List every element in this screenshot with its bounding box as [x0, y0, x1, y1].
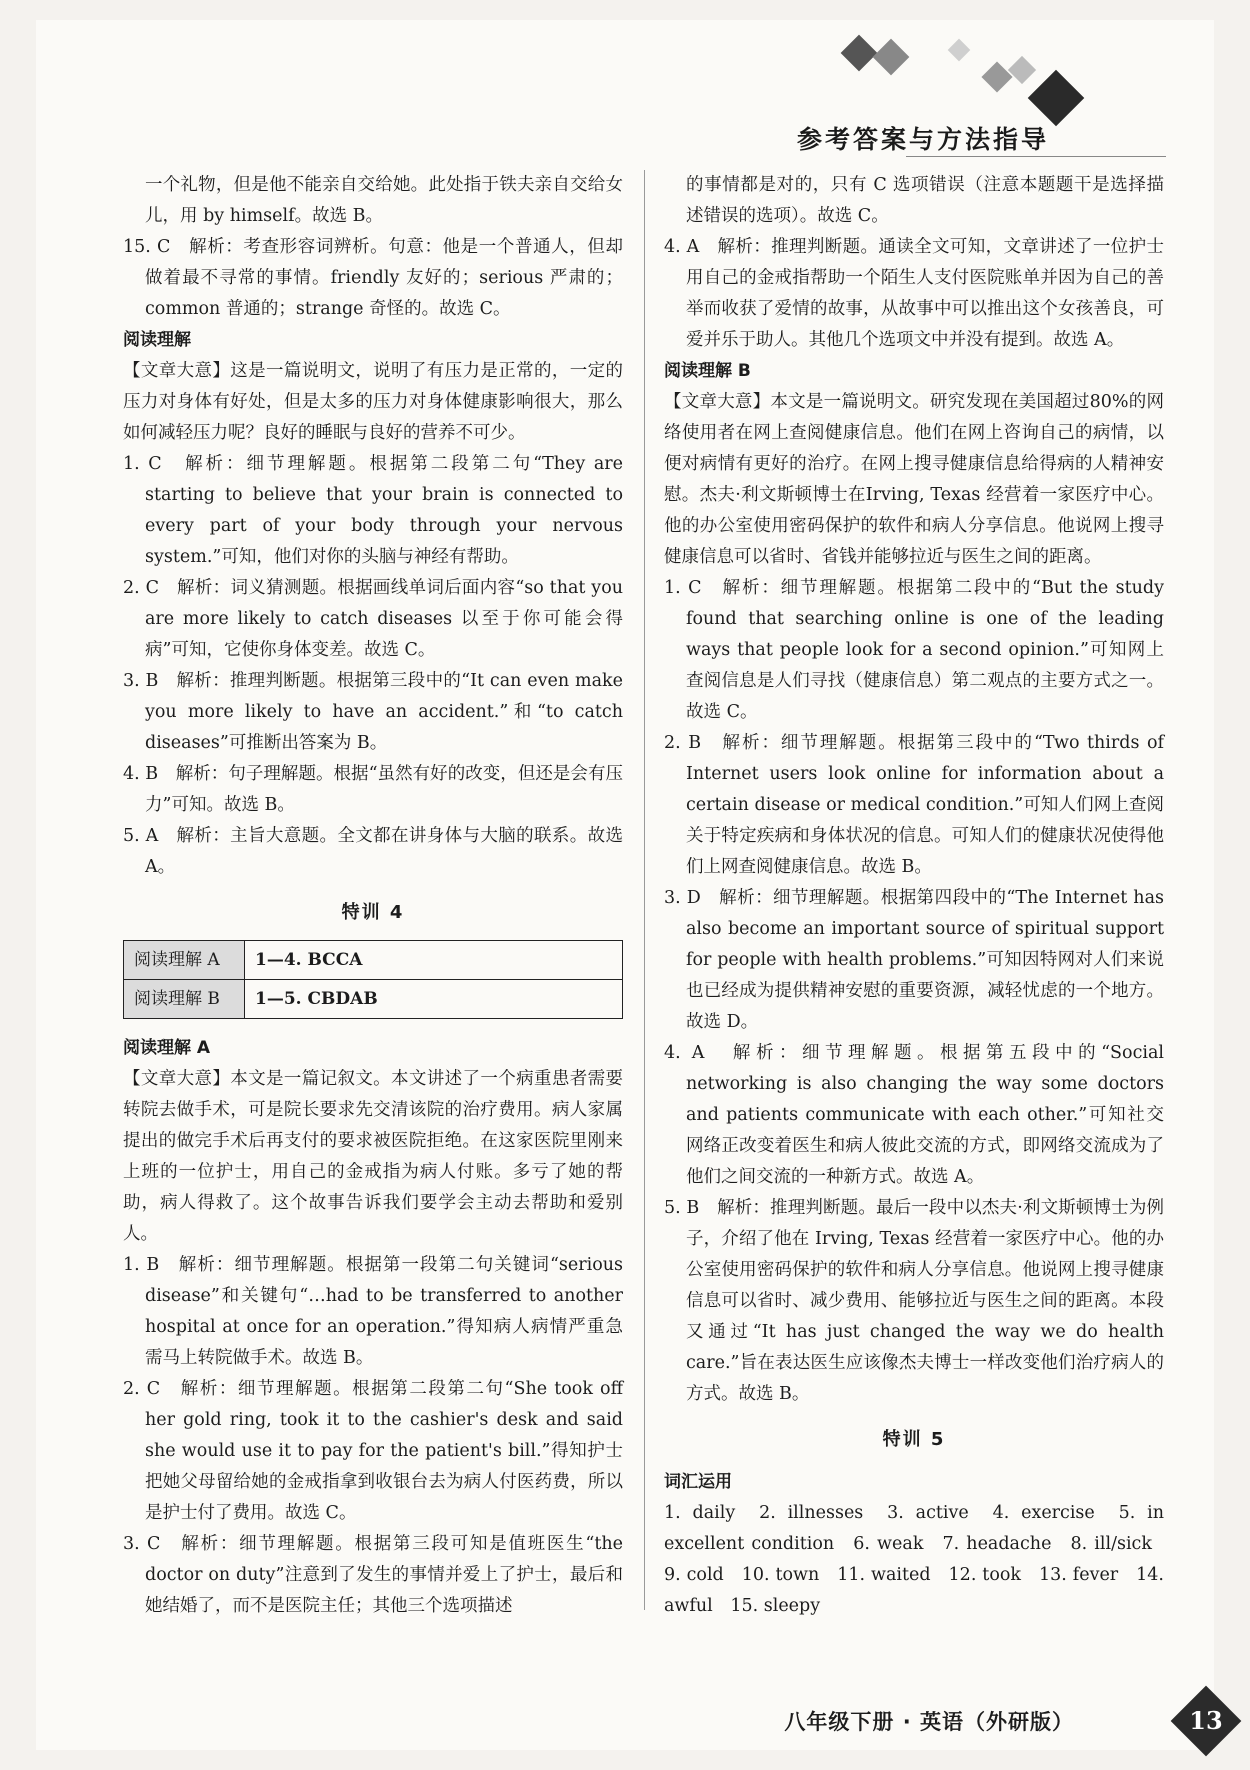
table-value: 1—5. CBDAB: [245, 980, 623, 1019]
answer-item: 3. D 解析：细节理解题。根据第四段中的“The Internet has also become an important source of spiritual support for people with health problems.”可知因特网对人们来说也已经成为提供精神安慰的重要资源，减轻忧虑的一个地方。故选 D。: [664, 888, 1164, 1032]
answer-item: 5. B 解析：推理判断题。最后一段中以杰夫·利文斯顿博士为例子，介绍了他在 Irving, Texas 经营着一家医疗中心。他的办公室使用密码保护的软件和病人分享信息。他说网上搜寻健康信息可以省时、减少费用、能够拉近与医生之间的距离。本段又通过“It has just changed the way we do health care.”旨在表达医生应该像杰夫博士一样改变他们治疗病人的方式。故选 B。: [664, 1198, 1164, 1404]
vocab-item: 14. awful: [664, 1565, 1164, 1616]
table-label: 阅读理解 A: [124, 941, 245, 980]
answer-item: 1. C 解析：细节理解题。根据第二段第二句“They are starting to believe that your brain is connected to every part of your body through your nervous system.”可知，他们对你的头脑与神经有帮助。: [123, 454, 623, 567]
vocab-item: 13. fever: [1038, 1565, 1119, 1585]
answer-item: 2. B 解析：细节理解题。根据第三段中的“Two thirds of Internet users look online for information about a certain disease or medical condition.”可知人们网上查阅关于特定疾病和身体状况的信息。可知人们的健康状况使得他们上网查阅健康信息。故选 B。: [664, 733, 1164, 877]
answer-item: 1. B 解析：细节理解题。根据第一段第二句关键词“serious disease”和关键句“…had to be transferred to another hospital at once for an operation.”得知病人病情严重急需马上转院做手术。故选 B。: [123, 1255, 623, 1368]
diamond-icon: [948, 39, 971, 62]
header-rule: [906, 156, 1166, 157]
answer-item: 4. A 解析：细节理解题。根据第五段中的“Social networking is also changing the way some doctors and patients communicate with each other.”可知社交网络正改变着医生和病人彼此交流的方式，即网络交流成为了他们之间交流的一种新方式。故选 A。: [664, 1043, 1164, 1187]
vocab-item: 11. waited: [837, 1565, 931, 1585]
left-column: [123, 170, 623, 1622]
training-5-heading: 特训 5: [882, 1429, 946, 1450]
vocab-item: 10. town: [741, 1565, 820, 1585]
page-number: 13: [1189, 1706, 1223, 1735]
diamond-icon: [1028, 70, 1085, 127]
vocab-item: 3. active: [887, 1503, 969, 1523]
vocab-item: 4. exercise: [992, 1503, 1095, 1523]
vocab-item: 7. headache: [942, 1534, 1052, 1554]
summary-3: 【文章大意】本文是一篇说明文。研究发现在美国超过80%的网络使用者在网上查阅健康信息。他们在网上咨询自己的病情，以便对病情有更好的治疗。在网上搜寻健康信息给得病的人精神安慰。杰夫·利文斯顿博士在Irving, Texas 经营着一家医疗中心。他的办公室使用密码保护的软件和病人分享信息。他说网上搜寻健康信息可以省时、省钱并能够拉近与医生之间的距离。: [664, 392, 1164, 567]
answer-item: 2. C 解析：细节理解题。根据第二段第二句“She took off her gold ring, took it to the cashier's desk and said she would use it to pay for the patient's bill.”得知护士把她父母留给她的金戒指拿到收银台去为病人付医药费，所以是护士付了费用。故选 C。: [123, 1379, 623, 1523]
table-row: [124, 941, 623, 980]
answer-item: 4. A 解析：推理判断题。通读全文可知，文章讲述了一位护士用自己的金戒指帮助一个陌生人支付医院账单并因为自己的善举而收获了爱情的故事，从故事中可以推出这个女孩善良，可爱并乐于助人。其他几个选项文中并没有提到。故选 A。: [664, 237, 1164, 350]
vocab-item: 1. daily: [664, 1503, 736, 1523]
section-reading: 阅读理解: [123, 330, 191, 350]
summary-1: 【文章大意】这是一篇说明文，说明了有压力是正常的，一定的压力对身体有好处，但是太多的压力对身体健康影响很大，那么如何减轻压力呢？良好的睡眠与良好的营养不可少。: [123, 361, 623, 443]
table-label: 阅读理解 B: [124, 980, 245, 1019]
answer-item: 3. C 解析：细节理解题。根据第三段可知是值班医生“the doctor on duty”注意到了发生的事情并爱上了护士，最后和她结婚了，而不是医院主任；其他三个选项描述: [123, 1534, 623, 1616]
vocab-item: 12. took: [948, 1565, 1022, 1585]
section-vocabulary: 词汇运用: [664, 1472, 732, 1492]
page: [36, 20, 1223, 1750]
answer-item: 1. C 解析：细节理解题。根据第二段中的“But the study found that searching online is one of the leading ways that people look for a second opinion.”可知网上查阅信息是人们寻找（健康信息）第二观点的主要方式之一。故选 C。: [664, 578, 1164, 722]
header-title: 参考答案与方法指导: [796, 125, 1049, 154]
answer-item: 3. B 解析：推理判断题。根据第三段中的“It can even make you more likely to have an accident.”和“to catch diseases”可推断出答案为 B。: [123, 671, 623, 753]
diamond-icon: [1008, 56, 1036, 84]
section-reading-b: 阅读理解 B: [664, 361, 751, 381]
training-4-heading: 特训 4: [341, 902, 405, 923]
vocab-item: 9. cold: [664, 1565, 724, 1585]
vocab-item: 2. illnesses: [759, 1503, 864, 1523]
answer-item: 4. B 解析：句子理解题。根据“虽然有好的改变，但还是会有压力”可知。故选 B。: [123, 764, 623, 815]
right-column: [664, 170, 1164, 1622]
vocab-list: [664, 1498, 1164, 1622]
vocab-item: 15. sleepy: [730, 1596, 821, 1616]
summary-2: 【文章大意】本文是一篇记叙文。本文讲述了一个病重患者需要转院去做手术，可是院长要求先交清该院的治疗费用。病人家属提出的做完手术后再支付的要求被医院拒绝。在这家医院里刚来上班的一位护士，用自己的金戒指为病人付账。多亏了她的帮助，病人得救了。这个故事告诉我们要学会主动去帮助和爱别人。: [123, 1069, 623, 1244]
answer-item: 5. A 解析：主旨大意题。全文都在讲身体与大脑的联系。故选 A。: [123, 826, 623, 877]
diamond-icon: [841, 35, 878, 72]
right-continued: 的事情都是对的，只有 C 选项错误（注意本题题干是选择描述错误的选项）。故选 C。: [686, 175, 1164, 226]
vocab-item: 8. ill/sick: [1070, 1534, 1152, 1554]
table-value: 1—4. BCCA: [245, 941, 623, 980]
table-row: [124, 980, 623, 1019]
diamond-icon: [981, 61, 1012, 92]
vocab-item: 5. in excellent condition: [664, 1503, 1164, 1554]
vocab-item: 6. weak: [853, 1534, 924, 1554]
column-divider: [644, 170, 645, 1610]
footer-book-title: 八年级下册 · 英语（外研版）: [784, 1710, 1074, 1734]
left-intro: 一个礼物，但是他不能亲自交给她。此处指于铁夫亲自交给女儿，用 by himself。故选 B。: [145, 175, 623, 226]
answer-15: 15. C 解析：考查形容词辨析。句意：他是一个普通人，但却做着最不寻常的事情。friendly 友好的；serious 严肃的；common 普通的；strange 奇怪的。故选 C。: [123, 237, 623, 319]
section-reading-a: 阅读理解 A: [123, 1038, 211, 1058]
answer-table: [123, 940, 623, 1019]
diamond-icon: [873, 39, 910, 76]
answer-item: 2. C 解析：词义猜测题。根据画线单词后面内容“so that you are more likely to catch diseases 以至于你可能会得病”可知，它使你身体变差。故选 C。: [123, 578, 623, 660]
